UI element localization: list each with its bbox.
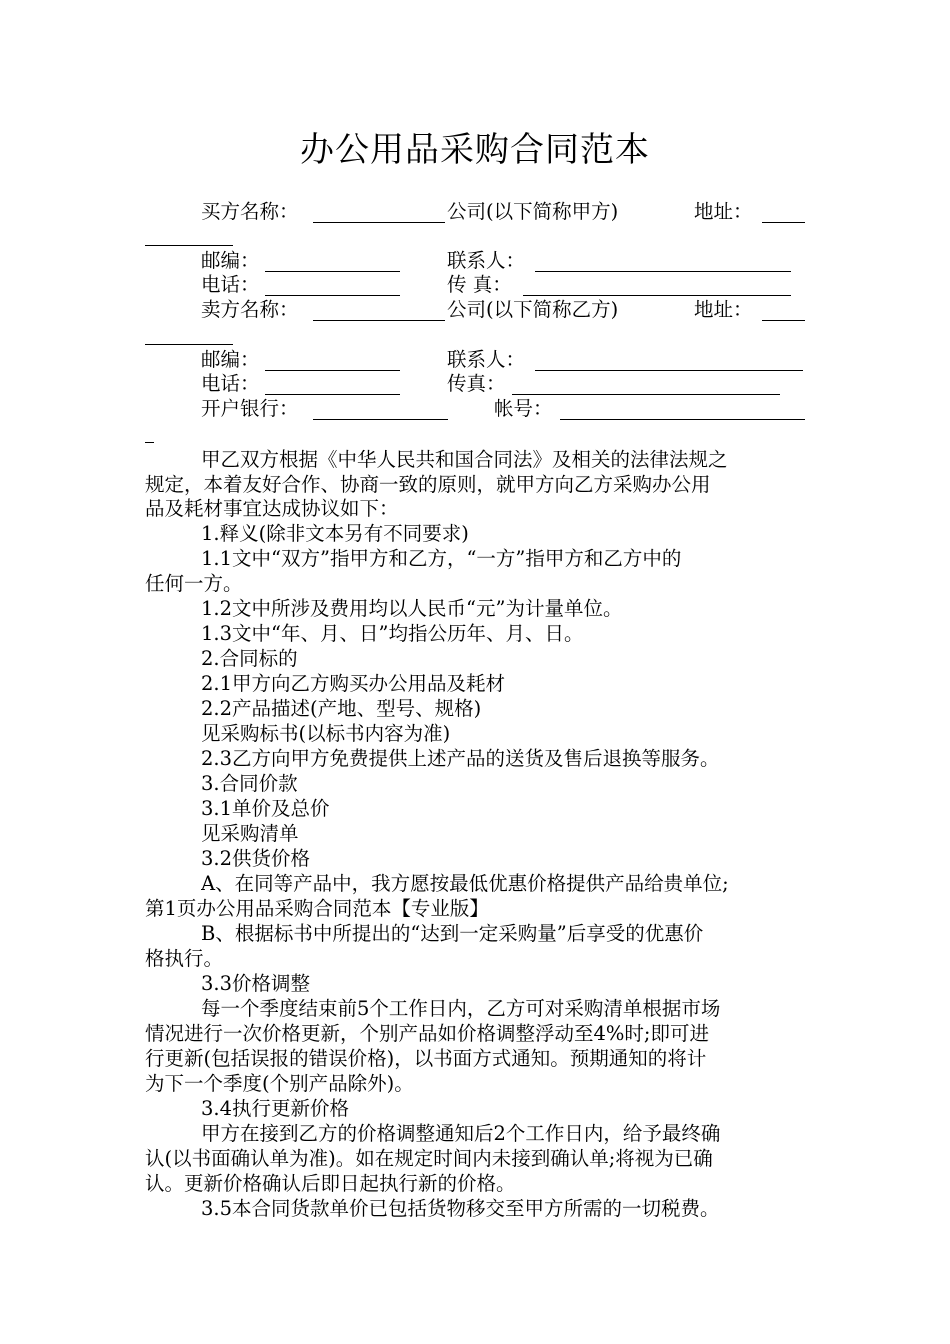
buyer-address-blank — [762, 222, 805, 223]
section-heading: 1.释义(除非文本另有不同要求) — [201, 522, 469, 545]
buyer-name-label: 买方名称： — [201, 200, 299, 223]
body-line: 3.2供货价格 — [201, 847, 311, 870]
body-line: 甲乙双方根据《中华人民共和国合同法》及相关的法律法规之 — [201, 448, 728, 471]
body-line: 见采购清单 — [201, 822, 299, 845]
document-title: 办公用品采购合同范本 — [300, 130, 650, 170]
seller-address-blank — [762, 320, 805, 321]
body-line: 3.5本合同货款单价已包括货物移交至甲方所需的一切税费。 — [201, 1197, 720, 1220]
body-line: 甲方在接到乙方的价格调整通知后2个工作日内，给予最终确 — [201, 1122, 721, 1145]
body-line: 3.4执行更新价格 — [201, 1097, 350, 1120]
seller-postcode-blank — [265, 370, 400, 371]
body-line: 为下一个季度(个别产品除外)。 — [145, 1072, 414, 1095]
body-line: 规定，本着友好合作、协商一致的原则，就甲方向乙方采购办公用 — [145, 473, 711, 496]
body-line: 每一个季度结束前5个工作日内，乙方可对采购清单根据市场 — [201, 997, 721, 1020]
buyer-contact-label: 联系人： — [447, 249, 526, 272]
buyer-address-label: 地址： — [694, 200, 753, 223]
seller-account-label: 帐号： — [494, 397, 553, 420]
body-line: 3.1单价及总价 — [201, 797, 330, 820]
seller-name-label: 卖方名称： — [201, 298, 299, 321]
body-line: 情况进行一次价格更新，个别产品如价格调整浮动至4%时;即可进 — [145, 1022, 710, 1045]
body-line: 格执行。 — [145, 947, 224, 970]
body-line: 品及耗材事宜达成协议如下： — [145, 497, 399, 520]
buyer-address-blank-cont — [145, 245, 233, 246]
section-heading: 2.合同标的 — [201, 647, 298, 670]
body-line: 2.1甲方向乙方购买办公用品及耗材 — [201, 672, 506, 695]
seller-account-blank — [560, 419, 805, 420]
body-line: A、在同等产品中，我方愿按最低优惠价格提供产品给贵单位; — [201, 872, 729, 895]
seller-fax-label: 传真： — [447, 372, 506, 395]
body-line: 见采购标书(以标书内容为准) — [201, 722, 451, 745]
body-line: 认。更新价格确认后即日起执行新的价格。 — [145, 1172, 516, 1195]
seller-postcode-label: 邮编： — [201, 348, 260, 371]
body-line: 任何一方。 — [145, 572, 243, 595]
seller-phone-label: 电话： — [201, 372, 260, 395]
buyer-postcode-label: 邮编： — [201, 249, 260, 272]
buyer-postcode-blank — [265, 271, 400, 272]
buyer-phone-label: 电话： — [201, 273, 260, 296]
body-line: 1.3文中“年、月、日”均指公历年、月、日。 — [201, 622, 584, 645]
body-line: 3.3价格调整 — [201, 972, 311, 995]
buyer-fax-label: 传 真： — [447, 273, 512, 296]
seller-contact-blank — [535, 370, 803, 371]
buyer-company-suffix: 公司(以下简称甲方) — [447, 200, 619, 223]
body-line: 1.1文中“双方”指甲方和乙方，“一方”指甲方和乙方中的 — [201, 547, 682, 570]
buyer-contact-blank — [535, 271, 791, 272]
seller-phone-blank — [265, 394, 400, 395]
section-heading: 3.合同价款 — [201, 772, 298, 795]
body-line: 1.2文中所涉及费用均以人民币“元”为计量单位。 — [201, 597, 623, 620]
seller-bank-blank — [313, 419, 448, 420]
body-line: 2.2产品描述(产地、型号、规格) — [201, 697, 482, 720]
seller-account-blank-cont — [145, 442, 154, 443]
seller-fax-blank — [512, 394, 780, 395]
body-line: B、根据标书中所提出的“达到一定采购量”后享受的优惠价 — [201, 922, 704, 945]
seller-name-blank — [313, 320, 445, 321]
buyer-phone-blank — [265, 295, 400, 296]
seller-bank-label: 开户银行： — [201, 397, 299, 420]
buyer-name-blank — [313, 222, 445, 223]
seller-company-suffix: 公司(以下简称乙方) — [447, 298, 619, 321]
seller-address-blank-cont — [145, 344, 233, 345]
buyer-fax-blank — [523, 295, 791, 296]
seller-contact-label: 联系人： — [447, 348, 526, 371]
body-line: 2.3乙方向甲方免费提供上述产品的送货及售后退换等服务。 — [201, 747, 720, 770]
page-footer: 第1页办公用品采购合同范本【专业版】 — [145, 897, 489, 920]
body-line: 认(以书面确认单为准)。如在规定时间内未接到确认单;将视为已确 — [145, 1147, 713, 1170]
seller-address-label: 地址： — [694, 298, 753, 321]
body-line: 行更新(包括误报的错误价格)，以书面方式通知。预期通知的将计 — [145, 1047, 707, 1070]
